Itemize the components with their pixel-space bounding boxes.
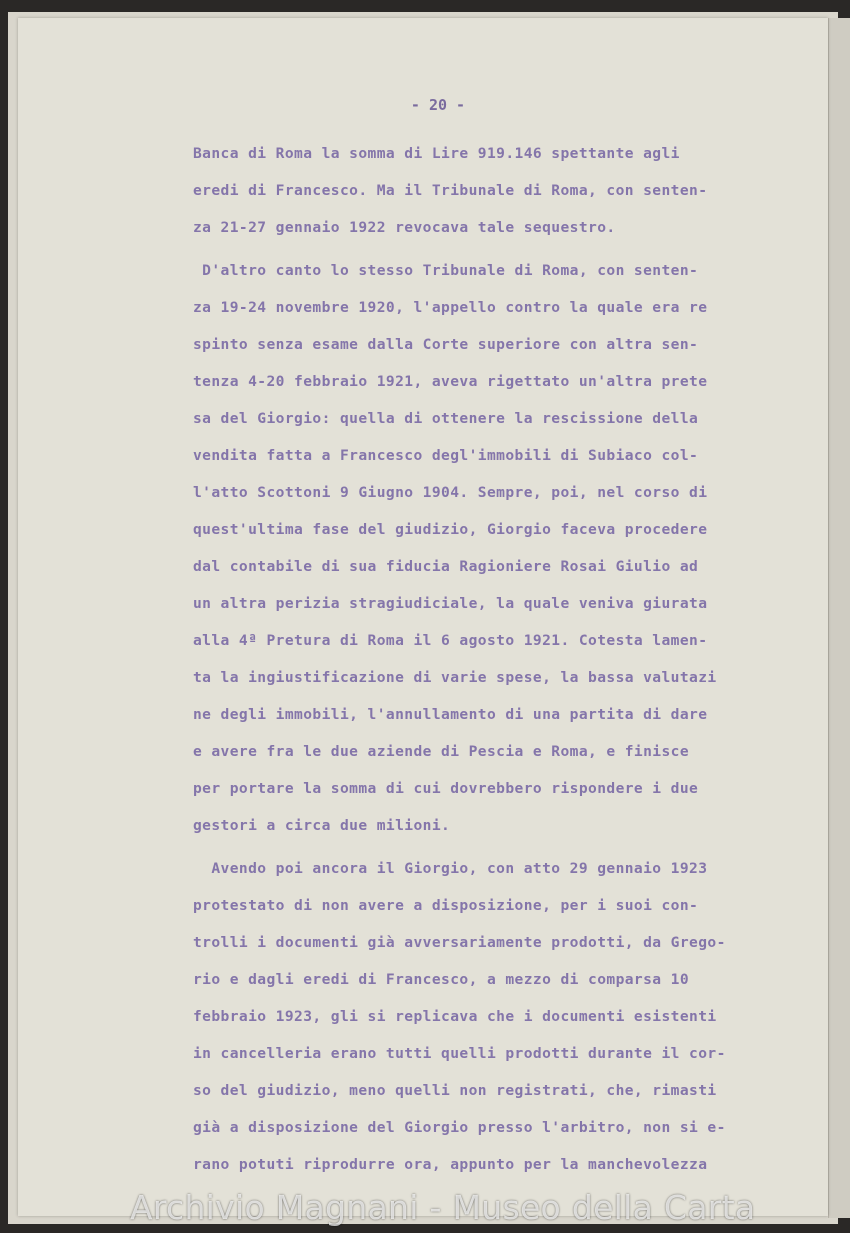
typewritten-text xyxy=(193,135,823,1183)
text-line: vendita fatta a Francesco degl'immobili di Subiaco col- xyxy=(193,447,699,464)
adjacent-sheet-edge xyxy=(828,18,850,1218)
page-number: - 20 - xyxy=(410,96,466,114)
text-line: in cancelleria erano tutti quelli prodotti durante il cor- xyxy=(193,1045,726,1062)
text-line: rio e dagli eredi di Francesco, a mezzo di comparsa 10 xyxy=(193,971,690,988)
text-line: Avendo poi ancora il Giorgio, con atto 29 gennaio 1923 xyxy=(193,860,708,877)
text-line: za 21-27 gennaio 1922 revocava tale sequestro. xyxy=(193,219,616,236)
text-line: D'altro canto lo stesso Tribunale di Roma, con senten- xyxy=(193,262,699,279)
text-line: spinto senza esame dalla Corte superiore con altra sen- xyxy=(193,336,699,353)
text-line: per portare la somma di cui dovrebbero rispondere i due xyxy=(193,780,699,797)
text-line: sa del Giorgio: quella di ottenere la rescissione della xyxy=(193,410,699,427)
archive-watermark: Archivio Magnani - Museo della Carta xyxy=(130,1188,756,1227)
text-line: e avere fra le due aziende di Pescia e Roma, e finisce xyxy=(193,743,690,760)
text-line: za 19-24 novembre 1920, l'appello contro la quale era re xyxy=(193,299,708,316)
text-line: dal contabile di sua fiducia Ragioniere Rosai Giulio ad xyxy=(193,558,699,575)
text-line: eredi di Francesco. Ma il Tribunale di Roma, con senten- xyxy=(193,182,708,199)
text-line: trolli i documenti già avversariamente prodotti, da Grego- xyxy=(193,934,726,951)
text-line: un altra perizia stragiudiciale, la quale veniva giurata xyxy=(193,595,708,612)
text-line: Banca di Roma la somma di Lire 919.146 spettante agli xyxy=(193,145,680,162)
text-line: protestato di non avere a disposizione, per i suoi con- xyxy=(193,897,699,914)
document-page xyxy=(18,18,828,1216)
text-line: già a disposizione del Giorgio presso l'arbitro, non si e- xyxy=(193,1119,726,1136)
text-line: febbraio 1923, gli si replicava che i documenti esistenti xyxy=(193,1008,717,1025)
text-line: gestori a circa due milioni. xyxy=(193,817,451,834)
text-line: tenza 4-20 febbraio 1921, aveva rigettato un'altra prete xyxy=(193,373,708,390)
text-line: so del giudizio, meno quelli non registrati, che, rimasti xyxy=(193,1082,717,1099)
text-line: alla 4ª Pretura di Roma il 6 agosto 1921. Cotesta lamen- xyxy=(193,632,708,649)
text-line: ne degli immobili, l'annullamento di una partita di dare xyxy=(193,706,708,723)
text-line: rano potuti riprodurre ora, appunto per la manchevolezza xyxy=(193,1156,708,1173)
text-line: ta la ingiustificazione di varie spese, la bassa valutazi xyxy=(193,669,717,686)
text-line: quest'ultima fase del giudizio, Giorgio faceva procedere xyxy=(193,521,708,538)
text-line: l'atto Scottoni 9 Giugno 1904. Sempre, poi, nel corso di xyxy=(193,484,708,501)
